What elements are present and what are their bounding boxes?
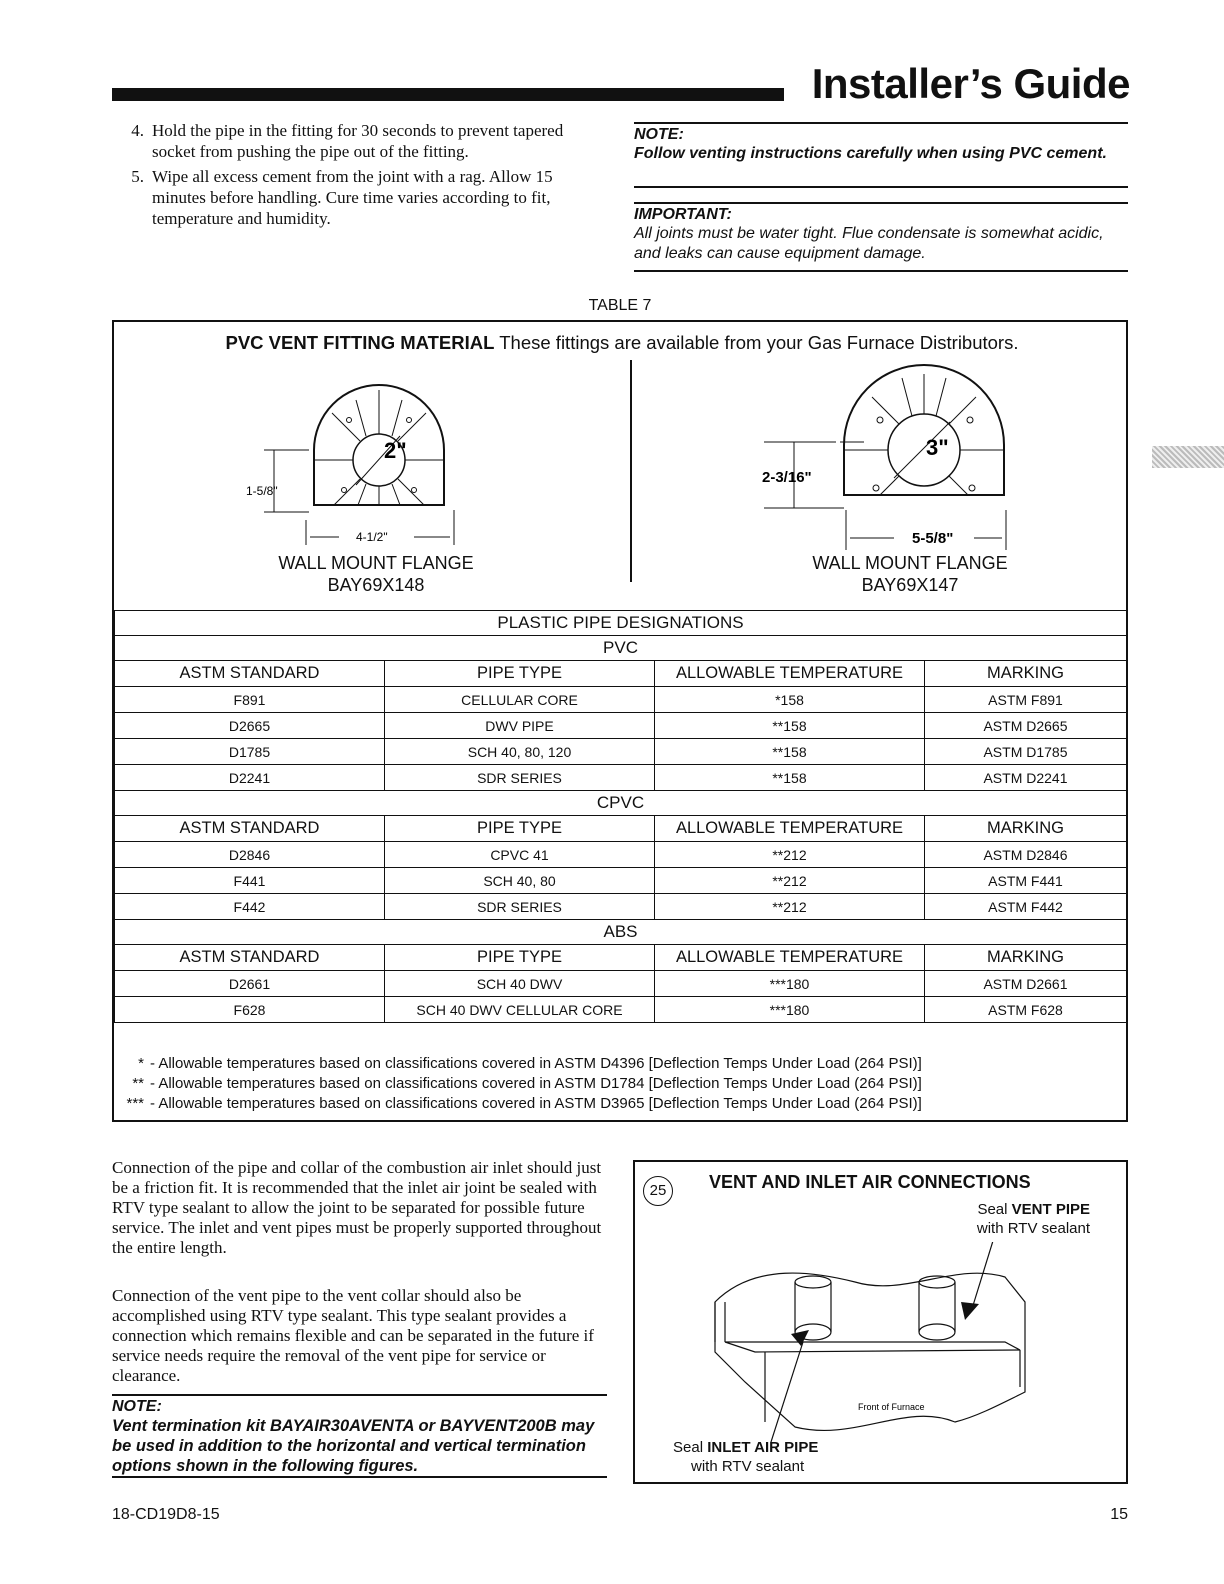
table-cell: SCH 40 DWV <box>385 971 655 997</box>
note-pvc-cement: NOTE: Follow venting instructions carefully when using PVC cement. <box>634 122 1128 188</box>
table-cell: SCH 40 DWV CELLULAR CORE <box>385 997 655 1023</box>
table-cell: ***180 <box>655 971 925 997</box>
table-footnotes <box>114 1054 1126 1114</box>
table-cell: **158 <box>655 765 925 791</box>
table-cell: ASTM STANDARD <box>115 661 385 687</box>
flange-left-caption: WALL MOUNT FLANGE BAY69X148 <box>278 553 474 595</box>
table-row <box>115 997 1127 1023</box>
table-cell: PIPE TYPE <box>385 816 655 842</box>
table-cell: ALLOWABLE TEMPERATURE <box>655 816 925 842</box>
table-cell: ASTM D2661 <box>925 971 1127 997</box>
flange-width-label: 5-5/8" <box>912 530 954 547</box>
page-title: Installer’s Guide <box>811 60 1130 107</box>
table-cell: **212 <box>655 868 925 894</box>
table-cell: ASTM D1785 <box>925 739 1127 765</box>
table-cell: PVC <box>115 636 1127 661</box>
table-cell: ***180 <box>655 997 925 1023</box>
table-cell: D2665 <box>115 713 385 739</box>
arrow-icon <box>791 1330 809 1346</box>
table-header-row <box>115 945 1127 971</box>
table-cell: MARKING <box>925 945 1127 971</box>
figure-25 <box>633 1160 1128 1484</box>
table-section-row <box>115 636 1127 661</box>
table-row <box>115 842 1127 868</box>
important-box: IMPORTANT: All joints must be water tight. Flue condensate is somewhat acidic, and leaks can cause equipment damage. <box>634 202 1128 272</box>
table-cell: ASTM F891 <box>925 687 1127 713</box>
arrow-icon <box>961 1302 979 1320</box>
table-row <box>115 765 1127 791</box>
table-title: PVC VENT FITTING MATERIAL These fittings are available from your Gas Furnace Distributors. <box>225 332 1019 353</box>
table-cell: ASTM D2241 <box>925 765 1127 791</box>
flange-height-label: 2-3/16" <box>762 469 812 486</box>
front-of-furnace-label: Front of Furnace <box>858 1402 925 1412</box>
table-header-row <box>115 816 1127 842</box>
table-cell: MARKING <box>925 816 1127 842</box>
table-row <box>115 713 1127 739</box>
table-cell: F891 <box>115 687 385 713</box>
pipe-designations-table <box>114 610 1127 1023</box>
table-cell: SCH 40, 80 <box>385 868 655 894</box>
table-caption: TABLE 7 <box>588 297 652 314</box>
table-cell: ASTM D2846 <box>925 842 1127 868</box>
table-cell: **158 <box>655 739 925 765</box>
flange-size-label: 3" <box>926 435 949 460</box>
table-row <box>115 868 1127 894</box>
table-cell: DWV PIPE <box>385 713 655 739</box>
paragraph-inlet-connection: Connection of the pipe and collar of the combustion air inlet should just be a friction fit. It is recommended that the inlet air joint be sealed with RTV type sealant to allow the joint to be separated for possible future service. The inlet and vent pipes must be properly supported throughout the entire length. <box>112 1158 602 1257</box>
footnote: ** - Allowable temperatures based on classifications covered in ASTM D1784 [Deflection Temps Under Load (264 PSI)] <box>132 1075 922 1092</box>
table-cell: CELLULAR CORE <box>385 687 655 713</box>
table-cell: D2846 <box>115 842 385 868</box>
figure-title: VENT AND INLET AIR CONNECTIONS <box>709 1172 1031 1192</box>
table-header-row <box>115 661 1127 687</box>
flange-height-label: 1-5/8" <box>246 484 278 498</box>
table-cell: D2661 <box>115 971 385 997</box>
table-cell: ASTM F442 <box>925 894 1127 920</box>
table-cell: PLASTIC PIPE DESIGNATIONS <box>115 611 1127 636</box>
table-cell: SCH 40, 80, 120 <box>385 739 655 765</box>
table-row <box>115 687 1127 713</box>
inlet-pipe-label: Seal INLET AIR PIPE with RTV sealant <box>673 1439 819 1475</box>
vent-inlet-diagram <box>675 1242 1115 1442</box>
table-7 <box>112 320 1128 1122</box>
footnote: *** - Allowable temperatures based on classifications covered in ASTM D3965 [Deflection Temps Under Load (264 PSI)] <box>126 1095 922 1112</box>
table-cell: ALLOWABLE TEMPERATURE <box>655 945 925 971</box>
flange-size-label: 2" <box>384 438 407 463</box>
wall-mount-flange-3in-drawing <box>754 360 1034 550</box>
table-cell: PIPE TYPE <box>385 945 655 971</box>
divider <box>630 360 632 582</box>
wall-mount-flange-2in-drawing <box>244 360 504 550</box>
table-cell: ASTM F628 <box>925 997 1127 1023</box>
table-cell: CPVC 41 <box>385 842 655 868</box>
table-row <box>115 971 1127 997</box>
list-item: 5. Wipe all excess cement from the joint with a rag. Allow 15 minutes before handling. Cure time varies according to fit, temperature and humidity. <box>131 167 553 228</box>
document-number: 18-CD19D8-15 <box>112 1506 220 1523</box>
table-row <box>115 894 1127 920</box>
table-section-row <box>115 791 1127 816</box>
page-number: 15 <box>1110 1506 1128 1523</box>
footnote: * - Allowable temperatures based on classifications covered in ASTM D4396 [Deflection Temps Under Load (264 PSI)] <box>138 1055 922 1072</box>
table-cell: ALLOWABLE TEMPERATURE <box>655 661 925 687</box>
table-cell: **212 <box>655 842 925 868</box>
paragraph-vent-connection: Connection of the vent pipe to the vent collar should also be accomplished using RTV type sealant. This type sealant provides a connection which remains flexible and can be separated in the future if service needs require the removal of the vent pipe for service or clearance. <box>112 1286 594 1385</box>
table-cell: D1785 <box>115 739 385 765</box>
table-cell: ABS <box>115 920 1127 945</box>
table-cell: D2241 <box>115 765 385 791</box>
table-cell: SDR SERIES <box>385 894 655 920</box>
table-cell: MARKING <box>925 661 1127 687</box>
note-vent-kit: NOTE: Vent termination kit BAYAIR30AVENTA or BAYVENT200B may be used in addition to the horizontal and vertical termination options shown in the following figures. <box>112 1394 607 1478</box>
table-cell: SDR SERIES <box>385 765 655 791</box>
instruction-steps <box>112 120 600 233</box>
table-cell: ASTM F441 <box>925 868 1127 894</box>
table-cell: CPVC <box>115 791 1127 816</box>
table-cell: ASTM STANDARD <box>115 945 385 971</box>
table-cell: **158 <box>655 713 925 739</box>
figure-number: 25 <box>643 1176 673 1206</box>
table-cell: PIPE TYPE <box>385 661 655 687</box>
table-cell: *158 <box>655 687 925 713</box>
list-item: 4. Hold the pipe in the fitting for 30 seconds to prevent tapered socket from pushing the pipe out of the fitting. <box>131 121 564 161</box>
table-cell: F442 <box>115 894 385 920</box>
table-cell: F628 <box>115 997 385 1023</box>
section-tab-marker <box>1152 446 1224 468</box>
header-rule <box>112 88 784 101</box>
table-cell: **212 <box>655 894 925 920</box>
table-cell: ASTM STANDARD <box>115 816 385 842</box>
table-row <box>115 611 1127 636</box>
table-cell: F441 <box>115 868 385 894</box>
table-section-row <box>115 920 1127 945</box>
table-row <box>115 739 1127 765</box>
table-cell: ASTM D2665 <box>925 713 1127 739</box>
flange-width-label: 4-1/2" <box>356 530 388 544</box>
vent-pipe-label: Seal VENT PIPE with RTV sealant <box>976 1201 1090 1237</box>
flange-right-caption: WALL MOUNT FLANGE BAY69X147 <box>812 553 1008 595</box>
